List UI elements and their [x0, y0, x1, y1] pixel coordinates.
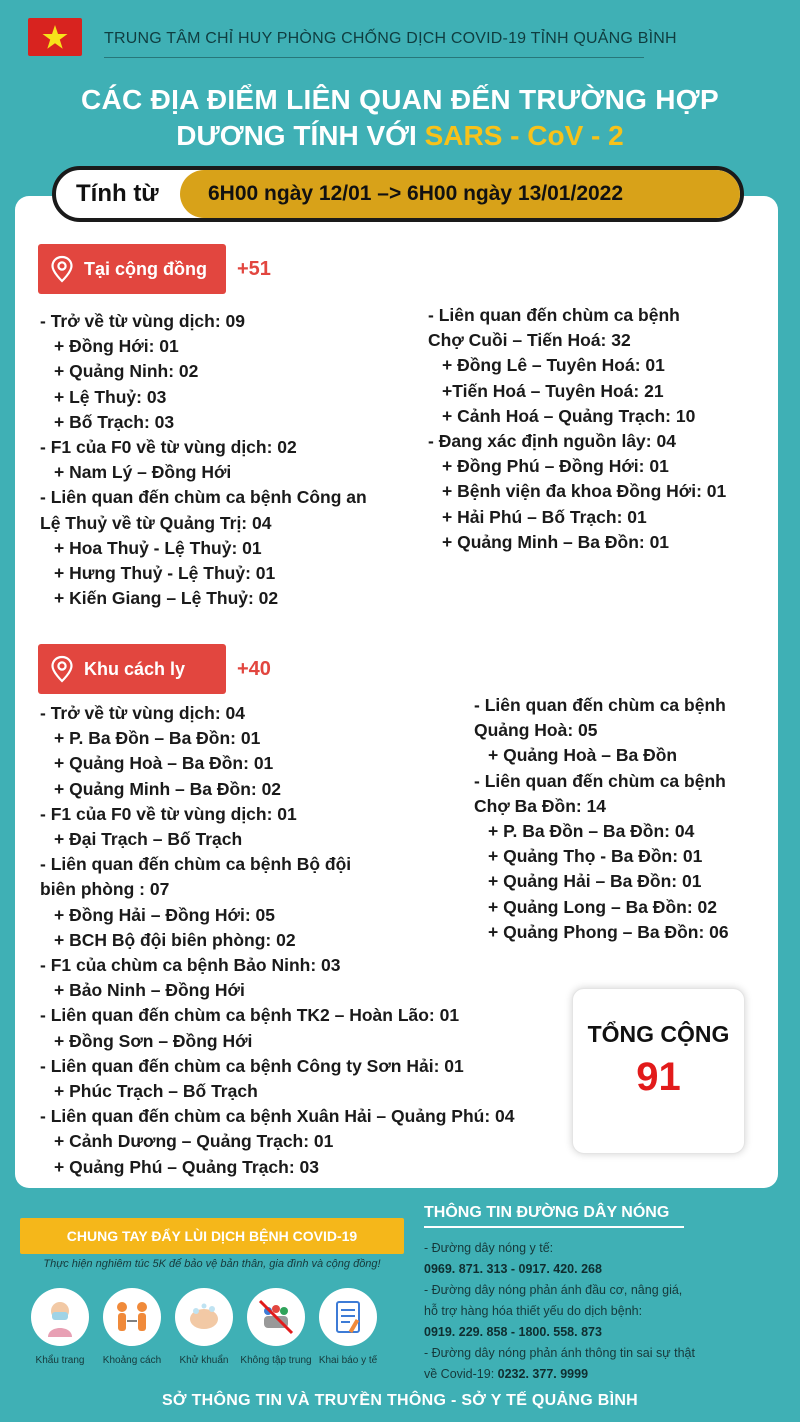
list-item: + Đồng Phú – Đồng Hới: 01 [442, 456, 669, 477]
health-declaration-icon [319, 1288, 377, 1346]
list-item: +Tiến Hoá – Tuyên Hoá: 21 [442, 380, 664, 401]
list-item: Chợ Ba Đồn: 14 [474, 795, 607, 816]
list-item: + Bệnh viện đa khoa Đồng Hới: 01 [442, 481, 727, 502]
disinfect-icon [175, 1288, 233, 1346]
list-item: - F1 của F0 về từ vùng dịch: 02 [40, 437, 297, 458]
list-item: + Kiến Giang – Lệ Thuỷ: 02 [54, 588, 279, 609]
list-item: + Bảo Ninh – Đồng Hới [54, 980, 245, 1001]
list-item: + Nam Lý – Đồng Hới [54, 462, 232, 483]
community-delta: +51 [237, 258, 271, 280]
community-right-list [428, 303, 726, 555]
period-pill [52, 166, 744, 222]
list-item: + Bố Trạch: 03 [54, 411, 175, 432]
list-item: - Liên quan đến chùm ca bệnh Công ty Sơn Hải: 01 [40, 1055, 464, 1076]
period-label: Tính từ [76, 180, 159, 207]
list-item: - Liên quan đến chùm ca bệnh [474, 695, 726, 715]
hotline-title: THÔNG TIN ĐƯỜNG DÂY NÓNG [424, 1204, 670, 1221]
list-item: - Liên quan đến chùm ca bệnh [428, 305, 680, 325]
list-item: + Quảng Phú – Quảng Trạch: 03 [54, 1156, 319, 1177]
list-item: + Cảnh Dương – Quảng Trạch: 01 [54, 1131, 334, 1152]
quarantine-label: Khu cách ly [84, 659, 186, 679]
period-value: 6H00 ngày 12/01 –> 6H00 ngày 13/01/2022 [208, 182, 624, 205]
list-item: + Đồng Hải – Đồng Hới: 05 [54, 904, 276, 925]
distance-label: Khoảng cách [102, 1355, 162, 1366]
hotline-last-prefix: về Covid-19: [424, 1367, 498, 1381]
list-item: + Hưng Thuỷ - Lệ Thuỷ: 01 [54, 563, 276, 584]
quarantine-left-list [40, 701, 515, 1180]
list-item: Lệ Thuỷ về từ Quảng Trị: 04 [40, 512, 272, 533]
list-item: + Lệ Thuỷ: 03 [54, 386, 167, 407]
list-item: + Quảng Ninh: 02 [54, 361, 199, 382]
list-item: biên phòng : 07 [40, 879, 170, 900]
hotline-list [424, 1238, 695, 1385]
header-divider [104, 57, 644, 58]
list-item: - F1 của F0 về từ vùng dịch: 01 [40, 803, 297, 824]
location-pin-icon [50, 655, 74, 683]
list-item: - Liên quan đến chùm ca bệnh Công an [40, 487, 367, 508]
no-gathering-icon [247, 1288, 305, 1346]
campaign-banner [20, 1218, 404, 1254]
page-title-line2 [0, 120, 800, 152]
list-item: + Quảng Thọ - Ba Đồn: 01 [488, 846, 703, 867]
no-gathering-label: Không tập trung [240, 1355, 312, 1366]
campaign-title: CHUNG TAY ĐẨY LÙI DỊCH BỆNH COVID-19 [66, 1228, 358, 1244]
list-item: - Trở về từ vùng dịch: 09 [40, 311, 246, 331]
list-item: + Quảng Long – Ba Đồn: 02 [488, 896, 717, 917]
hotline-number: 0919. 229. 858 - 1800. 558. 873 [424, 1325, 602, 1339]
list-item: + Đại Trạch – Bố Trạch [54, 829, 243, 850]
hotline-number: 0232. 377. 9999 [497, 1367, 589, 1381]
page-title-line1: CÁC ĐỊA ĐIỂM LIÊN QUAN ĐẾN TRƯỜNG HỢP [81, 84, 719, 115]
list-item: - F1 của chùm ca bệnh Bảo Ninh: 03 [40, 955, 341, 976]
distance-icon [103, 1288, 161, 1346]
list-item: + P. Ba Đồn – Ba Đồn: 01 [54, 728, 261, 749]
list-item: + Cảnh Hoá – Quảng Trạch: 10 [442, 405, 696, 426]
list-item: + Quảng Hải – Ba Đồn: 01 [488, 871, 702, 892]
organization-name: TRUNG TÂM CHỈ HUY PHÒNG CHỐNG DỊCH COVID-19 TỈNH QUẢNG BÌNH [104, 30, 677, 47]
hotline-text: - Đường dây nóng phản ánh đầu cơ, nâng giá, [424, 1283, 683, 1297]
list-item: + P. Ba Đồn – Ba Đồn: 04 [488, 821, 695, 842]
list-item: + Phúc Trạch – Bố Trạch [54, 1081, 258, 1102]
mask-icon [31, 1288, 89, 1346]
hotline-text: - Đường dây nóng phản ánh thông tin sai sự thật [424, 1346, 695, 1360]
quarantine-delta: +40 [237, 658, 271, 680]
location-pin-icon [50, 255, 74, 283]
list-item: - Liên quan đến chùm ca bệnh Bộ đội [40, 854, 352, 875]
list-item: + Quảng Phong – Ba Đồn: 06 [488, 921, 729, 942]
community-tag [38, 244, 226, 294]
total-label: TỔNG CỘNG [587, 1021, 730, 1047]
footer-credit: SỞ THÔNG TIN VÀ TRUYỀN THÔNG - SỞ Y TẾ QUẢNG BÌNH [161, 1392, 639, 1409]
vietnam-flag-icon [28, 18, 82, 56]
community-left-list [40, 309, 367, 611]
list-item: Quảng Hoà: 05 [474, 720, 598, 741]
list-item: + Đồng Hới: 01 [54, 336, 179, 357]
list-item: + Hoa Thuỷ - Lệ Thuỷ: 01 [54, 537, 262, 558]
list-item: - Liên quan đến chùm ca bệnh Xuân Hải – Quảng Phú: 04 [40, 1106, 515, 1127]
list-item: Chợ Cuồi – Tiến Hoá: 32 [428, 330, 631, 351]
hotline-text: hỗ trợ hàng hóa thiết yếu do dịch bệnh: [424, 1304, 643, 1318]
hotline-text: - Đường dây nóng y tế: [424, 1241, 554, 1255]
hotline-number: 0969. 871. 313 - 0917. 420. 268 [424, 1262, 602, 1276]
quarantine-tag [38, 644, 226, 694]
list-item: + BCH Bộ đội biên phòng: 02 [54, 929, 296, 950]
list-item: + Quảng Minh – Ba Đồn: 01 [442, 531, 670, 552]
title-prefix: DƯƠNG TÍNH VỚI [176, 120, 425, 151]
list-item: - Liên quan đến chùm ca bệnh TK2 – Hoàn Lão: 01 [40, 1005, 460, 1026]
quarantine-right-list [474, 693, 729, 945]
list-item: + Đồng Lê – Tuyên Hoá: 01 [442, 355, 665, 376]
total-value: 91 [636, 1055, 681, 1099]
mask-label: Khẩu trang [35, 1355, 85, 1366]
total-box [572, 988, 745, 1154]
list-item: - Đang xác định nguồn lây: 04 [428, 431, 676, 452]
list-item: - Liên quan đến chùm ca bệnh [474, 770, 726, 791]
list-item: + Hải Phú – Bố Trạch: 01 [442, 506, 647, 527]
hotline-underline [424, 1226, 684, 1228]
list-item: + Quảng Hoà – Ba Đồn: 01 [54, 753, 274, 774]
campaign-subtitle: Thực hiện nghiêm túc 5K để bảo vệ bản thân, gia đình và cộng đồng! [43, 1258, 381, 1270]
list-item: + Quảng Hoà – Ba Đồn [488, 745, 678, 766]
health-declaration-label: Khai báo y tế [318, 1355, 378, 1366]
list-item: + Đồng Sơn – Đồng Hới [54, 1030, 253, 1051]
hotline-text [424, 1364, 695, 1385]
disinfect-label: Khử khuẩn [179, 1355, 229, 1366]
list-item: - Trở về từ vùng dịch: 04 [40, 703, 246, 723]
title-highlight: SARS - CoV - 2 [424, 120, 624, 151]
period-value-box [180, 170, 740, 218]
list-item: + Quảng Minh – Ba Đồn: 02 [54, 778, 282, 799]
community-label: Tại cộng đồng [84, 259, 207, 279]
